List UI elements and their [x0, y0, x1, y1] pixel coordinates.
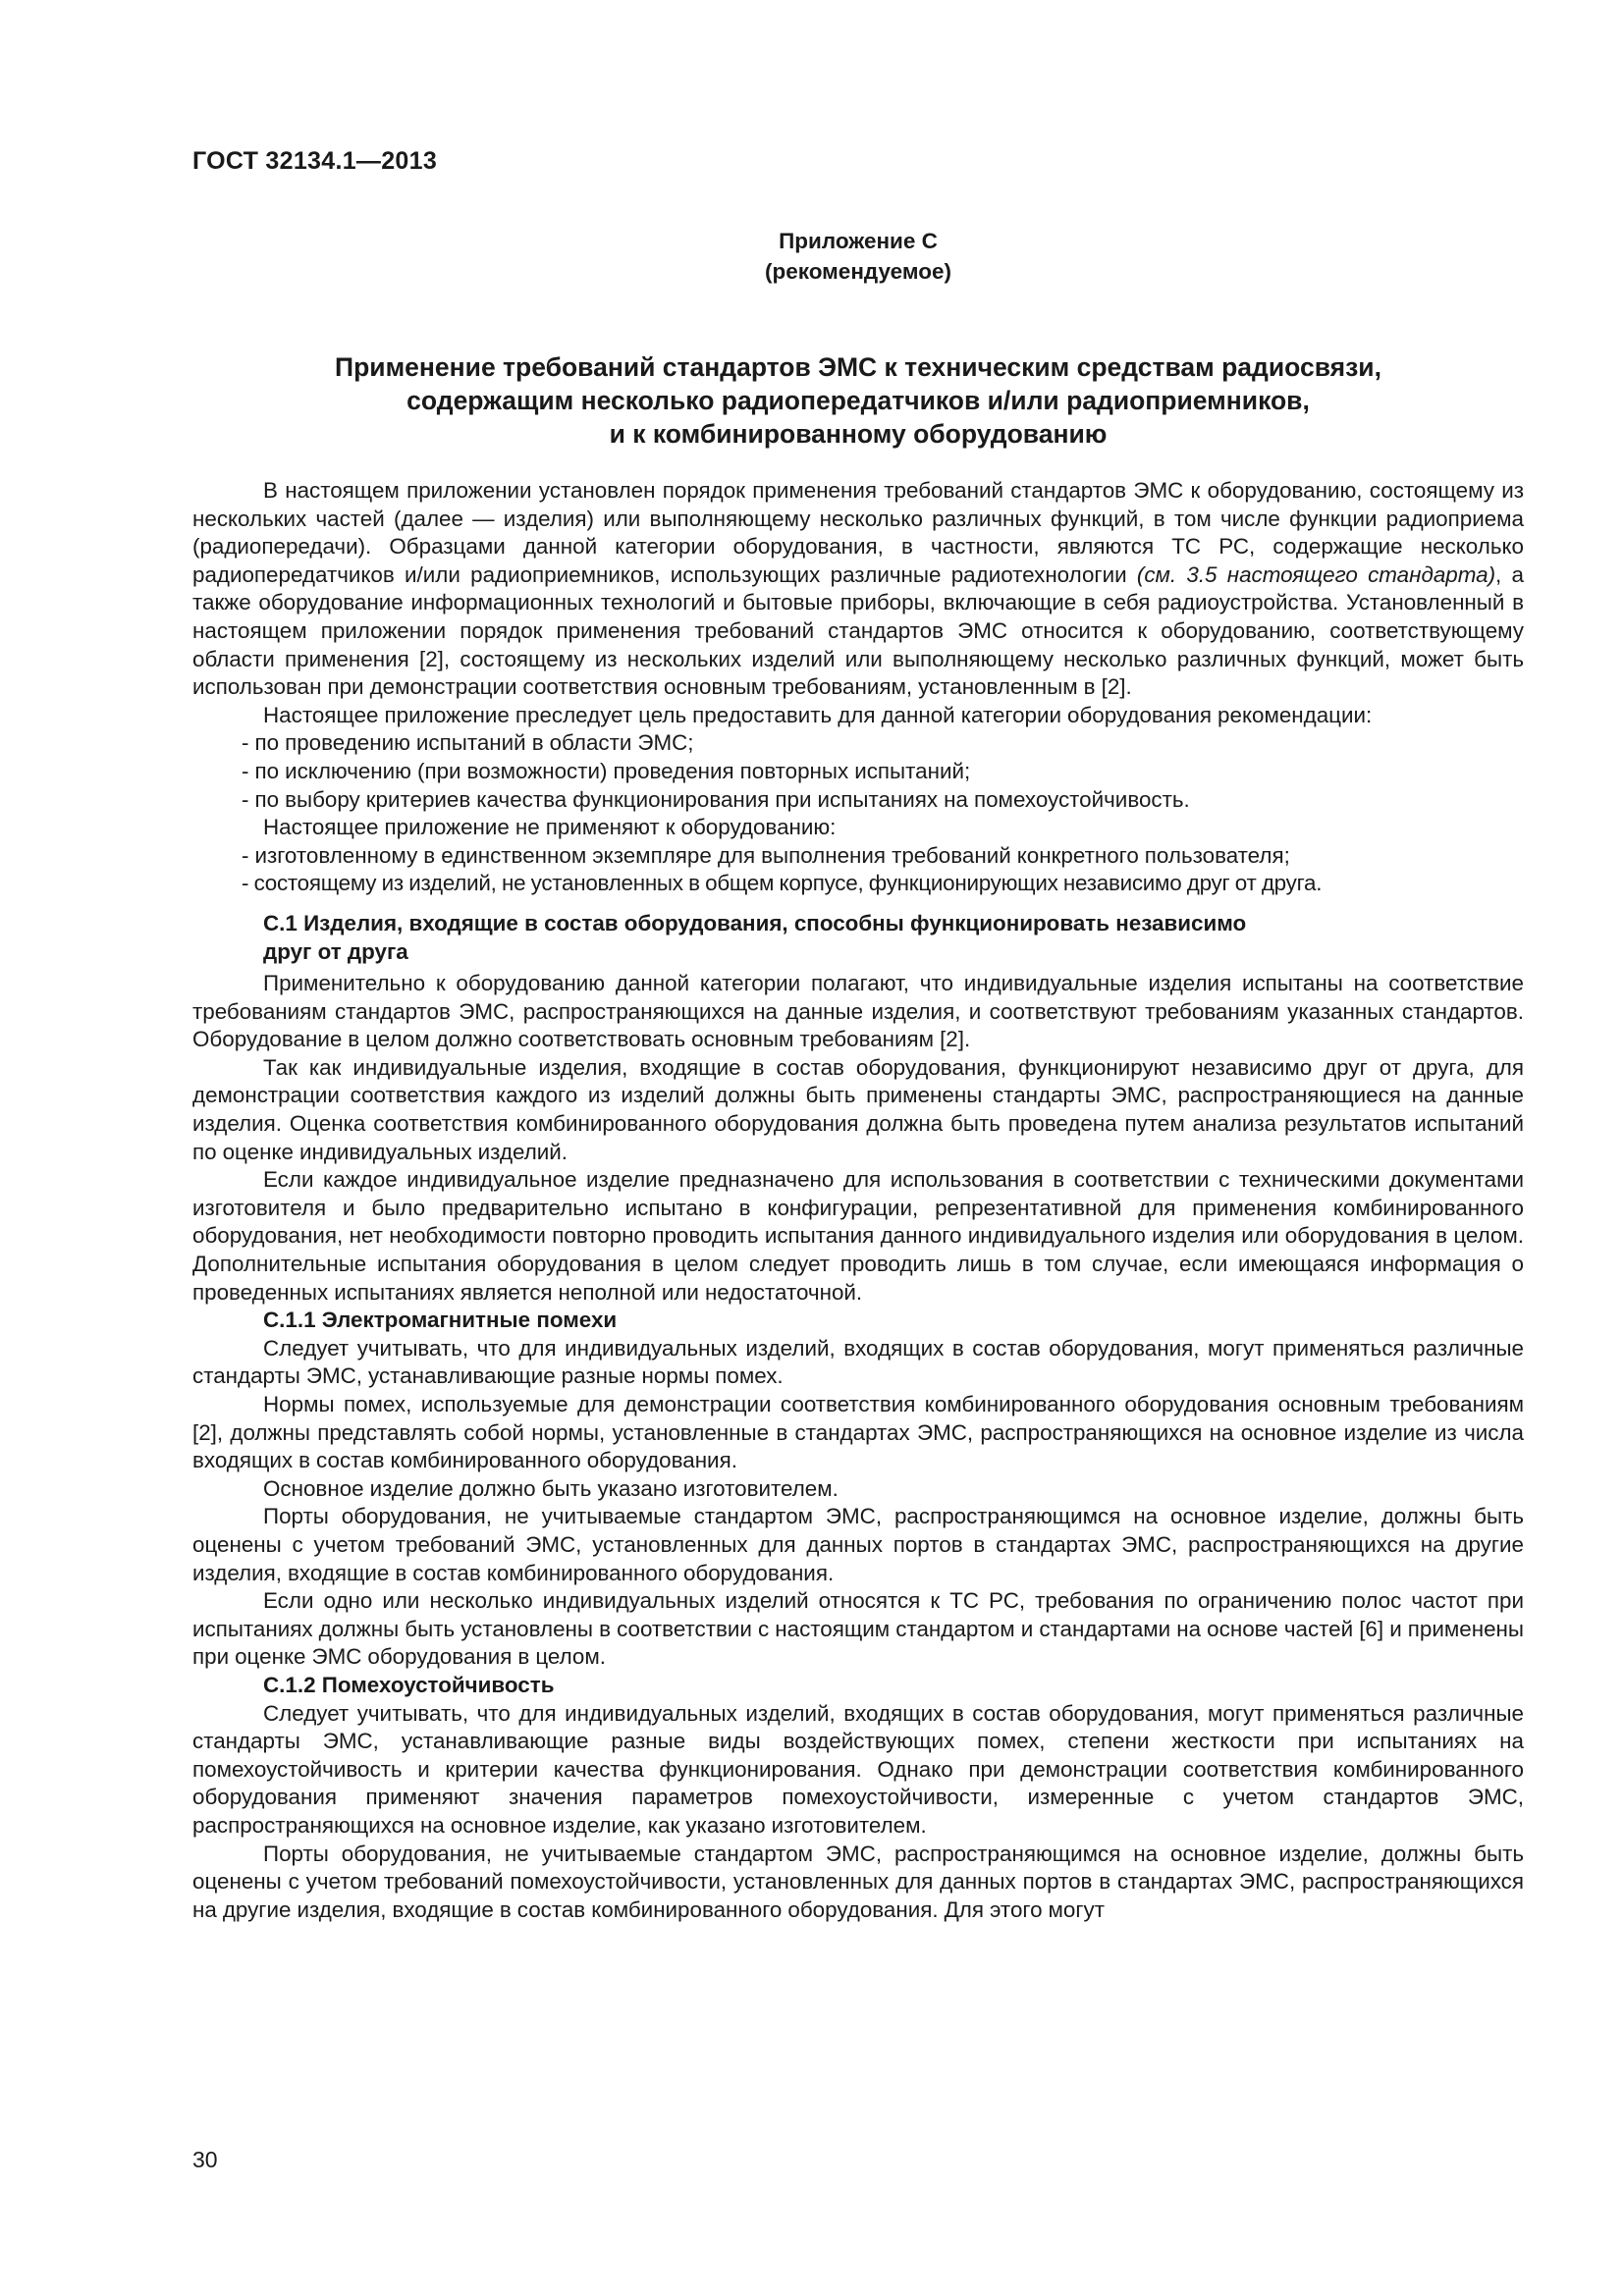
- list-item: - по исключению (при возможности) проведения повторных испытаний;: [242, 758, 971, 783]
- standard-reference: (см. 3.5 настоящего стандарта): [1136, 561, 1496, 587]
- section-heading-c1-2: С.1.2 Помехоустойчивость: [263, 1672, 555, 1697]
- section-paragraph: Так как индивидуальные изделия, входящие в состав оборудования, функционируют независимо друг от друга, для демонстрации соответствия каждого из изделий должны быть применены стандарты ЭМС, распространяющиеся на данные изделия. Оценка соответствия комбинированного оборудования должна быть проведена путем анализа результатов испытаний по оценке индивидуальных изделий.: [192, 1054, 1524, 1164]
- section-heading-c1: С.1 Изделия, входящие в состав оборудования, способны функционировать независимо друг от друга: [263, 910, 1247, 964]
- annex-heading: [192, 226, 1524, 287]
- intro-paragraph: Настоящее приложение не применяют к оборудованию:: [263, 815, 837, 840]
- section-paragraph: Нормы помех, используемые для демонстрации соответствия комбинированного оборудования основным требованиям [2], должны представлять собой нормы, установленные в стандартах ЭМС, распространяющихся на основное изделие из числа входящих в состав комбинированного оборудования.: [192, 1392, 1524, 1473]
- document-code: ГОСТ 32134.1—2013: [192, 147, 438, 175]
- section-paragraph: Основное изделие должно быть указано изготовителем.: [263, 1475, 839, 1501]
- section-paragraph: Применительно к оборудованию данной категории полагают, что индивидуальные изделия испытаны на соответствие требованиям стандартов ЭМС, распространяющихся на данные изделия, и соответствуют требованиям указанных стандартов. Оборудование в целом должно соответствовать основным требованиям [2].: [192, 971, 1524, 1052]
- list-item: - по выбору критериев качества функционирования при испытаниях на помехоустойчивость.: [242, 786, 1190, 812]
- annex-title: [192, 350, 1524, 451]
- section-paragraph: Порты оборудования, не учитываемые стандартом ЭМС, распространяющимся на основное изделие, должны быть оценены с учетом требований ЭМС, установленных для данных портов в стандартах ЭМС, распространяющихся на другие изделия, входящие в состав комбинированного оборудования.: [192, 1504, 1524, 1585]
- list-item: - изготовленному в единственном экземпляре для выполнения требований конкретного пользователя;: [242, 842, 1290, 868]
- annex-title-line: и к комбинированному оборудованию: [609, 419, 1108, 449]
- annex-title-line: Применение требований стандартов ЭМС к техническим средствам радиосвязи,: [335, 352, 1381, 382]
- section-paragraph: Следует учитывать, что для индивидуальных изделий, входящих в состав оборудования, могут применяться различные стандарты ЭМС, устанавливающие разные нормы помех.: [192, 1335, 1524, 1389]
- section-paragraph: Следует учитывать, что для индивидуальных изделий, входящих в состав оборудования, могут применяться различные стандарты ЭМС, устанавливающие разные виды воздействующих помех, степени жесткости при испытаниях на помехоустойчивость и критерии качества функционирования. Однако при демонстрации соответствия комбинированного оборудования применяют значения параметров помехоустойчивости, измеренные с учетом стандартов ЭМС, распространяющихся на основное изделие, как указано изготовителем.: [192, 1700, 1524, 1838]
- section-heading-c1-1: С.1.1 Электромагнитные помехи: [263, 1308, 618, 1333]
- intro-paragraph: В настоящем приложении установлен порядок применения требований стандартов ЭМС к оборудованию, состоящему из нескольких частей (далее — изделия) или выполняющему несколько различных функций, в том числе функции радиоприема (радиопередачи). Образцами данной категории оборудования, в частности, являются ТС РС, содержащие несколько радиопередатчиков и/или радиоприемников, использующих различные радиотехнологии (см. 3.5 настоящего стандарта), а также оборудование информационных технологий и бытовые приборы, включающие в себя радиоустройства. Установленный в настоящем приложении порядок применения требований стандартов ЭМС относится к оборудованию, соответствующему области применения [2], состоящему из нескольких изделий или выполняющему несколько различных функций, может быть использован при демонстрации соответствия основным требованиям, установленным в [2].: [192, 478, 1524, 700]
- section-paragraph: Если каждое индивидуальное изделие предназначено для использования в соответствии с техническими документами изготовителя и было предварительно испытано в конфигурации, репрезентативной для применения комбинированного оборудования, нет необходимости повторно проводить испытания данного индивидуального изделия или оборудования в целом. Дополнительные испытания оборудования в целом следует проводить лишь в том случае, если имеющаяся информация о проведенных испытаниях является неполной или недостаточной.: [192, 1167, 1524, 1305]
- annex-status: (рекомендуемое): [765, 259, 951, 284]
- section-paragraph: Порты оборудования, не учитываемые стандартом ЭМС, распространяющимся на основное изделие, должны быть оценены с учетом требований помехоустойчивости, установленных для данных портов в стандартах ЭМС, распространяющихся на другие изделия, входящие в состав комбинированного оборудования. Для этого могут: [192, 1841, 1524, 1922]
- intro-paragraph: Настоящее приложение преследует цель предоставить для данной категории оборудования рекомендации:: [263, 702, 1373, 727]
- page-number: 30: [192, 2147, 218, 2172]
- annex-title-line: содержащим несколько радиопередатчиков и/или радиоприемников,: [406, 386, 1310, 415]
- list-item: - по проведению испытаний в области ЭМС;: [242, 730, 694, 756]
- annex-label: Приложение С: [779, 229, 938, 253]
- section-paragraph: Если одно или несколько индивидуальных изделий относятся к ТС РС, требования по ограничению полос частот при испытаниях должны быть установлены в соответствии с настоящим стандартом и стандартами на основе частей [6] и применены при оценке ЭМС оборудования в целом.: [192, 1588, 1524, 1670]
- document-body: [192, 477, 1524, 1924]
- list-item: - состоящему из изделий, не установленных в общем корпусе, функционирующих независимо друг от друга.: [242, 871, 1323, 896]
